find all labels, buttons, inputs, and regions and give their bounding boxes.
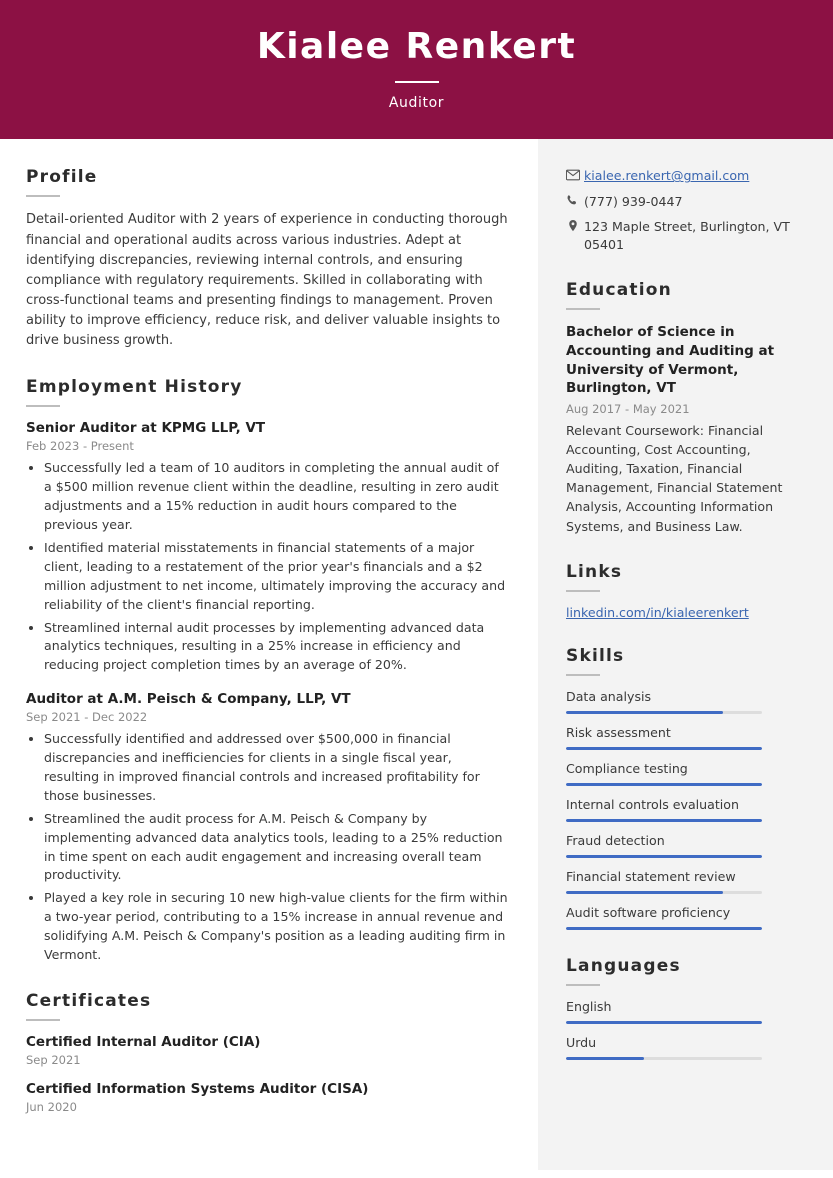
email-link[interactable]: kialee.renkert@gmail.com (584, 168, 750, 184)
skill-item (566, 797, 803, 822)
section-divider (566, 984, 600, 986)
skill-item (566, 905, 803, 930)
certificate-entry (26, 1081, 508, 1114)
education-heading: Education (566, 280, 672, 301)
skill-bar-fill (566, 891, 723, 894)
skill-bar-fill (566, 747, 762, 750)
job-title: Auditor at A.M. Peisch & Company, LLP, VT (26, 691, 351, 708)
skill-bar-track (566, 819, 762, 822)
language-bar-fill (566, 1057, 644, 1060)
certificates-section (26, 991, 508, 1114)
profile-text: Detail-oriented Auditor with 2 years of experience in conducting thorough financial and operational audits across various industries. Adept at identifying discrepancies, reviewing internal controls, and ensuring compliance with regulatory requirements. Skilled in collaborating with cross-functional teams and presenting findings to management. Proven ability to improve efficiency, reduce risk, and deliver valuable insights to drive business growth. (26, 212, 508, 349)
section-divider (26, 405, 60, 407)
section-divider (566, 674, 600, 676)
employment-heading: Employment History (26, 377, 243, 398)
skill-item (566, 689, 803, 714)
location-pin-icon (566, 218, 584, 233)
skill-label: Data analysis (566, 688, 652, 704)
certificate-title: Certified Information Systems Auditor (CISA) (26, 1080, 369, 1097)
job-date: Feb 2023 - Present (26, 439, 134, 454)
job-bullet: • Successfully led a team of 10 auditors in completing the annual audit of a $500 million revenue client within the deadline, resulting in zero audit adjustments and a 15% reduction in audit hours compared to the previous year. (44, 459, 508, 535)
skill-bar-track (566, 711, 762, 714)
skills-section (566, 646, 803, 930)
skill-bar-fill (566, 927, 762, 930)
skill-bar-track (566, 891, 762, 894)
contact-phone (566, 193, 803, 211)
skill-bar-track (566, 927, 762, 930)
skill-item (566, 725, 803, 750)
header-divider (395, 81, 439, 83)
phone-value: (777) 939-0447 (584, 193, 683, 209)
skill-bar-track (566, 747, 762, 750)
language-bar-track (566, 1021, 762, 1024)
language-item (566, 999, 803, 1024)
page-title: Kialee Renkert (256, 26, 577, 67)
job-date: Sep 2021 - Dec 2022 (26, 710, 148, 725)
skill-label: Financial statement review (566, 868, 736, 884)
job-bullets (26, 730, 508, 965)
section-divider (26, 195, 60, 197)
languages-section (566, 956, 803, 1060)
main-column (0, 139, 538, 1169)
certificate-date: Jun 2020 (26, 1099, 77, 1114)
profile-heading: Profile (26, 167, 98, 188)
skill-bar-fill (566, 819, 762, 822)
skill-label: Fraud detection (566, 832, 665, 848)
job-bullet: • Streamlined internal audit processes by implementing advanced data analytics techniques, resulting in a 25% increase in efficiency and reducing project completion times by an average of 20%. (44, 619, 508, 676)
language-bar-track (566, 1057, 762, 1060)
job-bullet: • Streamlined the audit process for A.M. Peisch & Company by implementing advanced data analytics tools, leading to a 25% reduction in time spent on each audit engagement and increasing overall team productivity. (44, 810, 508, 886)
skill-bar-fill (566, 783, 762, 786)
sidebar-column (538, 139, 833, 1169)
contact-email (566, 167, 803, 185)
job-bullet: • Identified material misstatements in financial statements of a major client, leading to a restatement of the prior year's financials and a $2 million adjustment to net income, ultimately improving the accuracy and reliability of the client's financial reporting. (44, 539, 508, 615)
skill-item (566, 833, 803, 858)
education-date: Aug 2017 - May 2021 (566, 401, 690, 416)
job-title: Senior Auditor at KPMG LLP, VT (26, 420, 266, 437)
resume-header (0, 0, 833, 139)
skill-bar-fill (566, 711, 723, 714)
envelope-icon (566, 167, 584, 182)
skill-label: Risk assessment (566, 724, 671, 740)
language-label: English (566, 998, 612, 1014)
job-bullet: • Played a key role in securing 10 new high-value clients for the firm within a two-year period, contributing to a 15% increase in annual revenue and solidifying A.M. Peisch & Company's position as a leading auditing firm in Vermont. (44, 889, 508, 965)
links-heading: Links (566, 561, 623, 582)
certificates-heading: Certificates (26, 990, 152, 1011)
language-label: Urdu (566, 1034, 597, 1050)
profile-section (26, 167, 508, 351)
skill-bar-track (566, 855, 762, 858)
linkedin-link[interactable]: linkedin.com/in/kialeerenkert (566, 604, 749, 620)
skills-heading: Skills (566, 645, 625, 666)
certificate-date: Sep 2021 (26, 1052, 81, 1067)
language-item (566, 1035, 803, 1060)
contact-address (566, 218, 803, 255)
skill-label: Internal controls evaluation (566, 796, 739, 812)
education-section (566, 280, 803, 535)
languages-heading: Languages (566, 955, 681, 976)
links-section (566, 562, 803, 620)
skill-item (566, 869, 803, 894)
skill-item (566, 761, 803, 786)
resume-body (0, 139, 833, 1169)
language-bar-fill (566, 1021, 762, 1024)
phone-icon (566, 193, 584, 208)
education-degree: Bachelor of Science in Accounting and Auditing at University of Vermont, Burlington, VT (566, 324, 775, 397)
employment-section (26, 377, 508, 964)
job-entry (26, 691, 508, 965)
skill-bar-track (566, 783, 762, 786)
job-entry (26, 420, 508, 675)
skill-label: Compliance testing (566, 760, 688, 776)
contact-section (566, 167, 803, 254)
certificate-title: Certified Internal Auditor (CIA) (26, 1033, 261, 1050)
education-description: Relevant Coursework: Financial Accounting, Cost Accounting, Auditing, Taxation, Financial Management, Financial Statement Analysis, Accounting Information Systems, and Business Law. (566, 422, 783, 534)
section-divider (26, 1019, 60, 1021)
section-divider (566, 308, 600, 310)
address-value: 123 Maple Street, Burlington, VT 05401 (584, 218, 790, 253)
section-divider (566, 590, 600, 592)
job-bullets (26, 459, 508, 675)
job-bullet: • Successfully identified and addressed over $500,000 in financial discrepancies and inefficiencies for clients in a single fiscal year, resulting in improved financial controls and increased profitability for those businesses. (44, 730, 508, 806)
skill-bar-fill (566, 855, 762, 858)
skill-label: Audit software proficiency (566, 904, 731, 920)
header-job-title: Auditor (388, 95, 445, 112)
certificate-entry (26, 1034, 508, 1067)
